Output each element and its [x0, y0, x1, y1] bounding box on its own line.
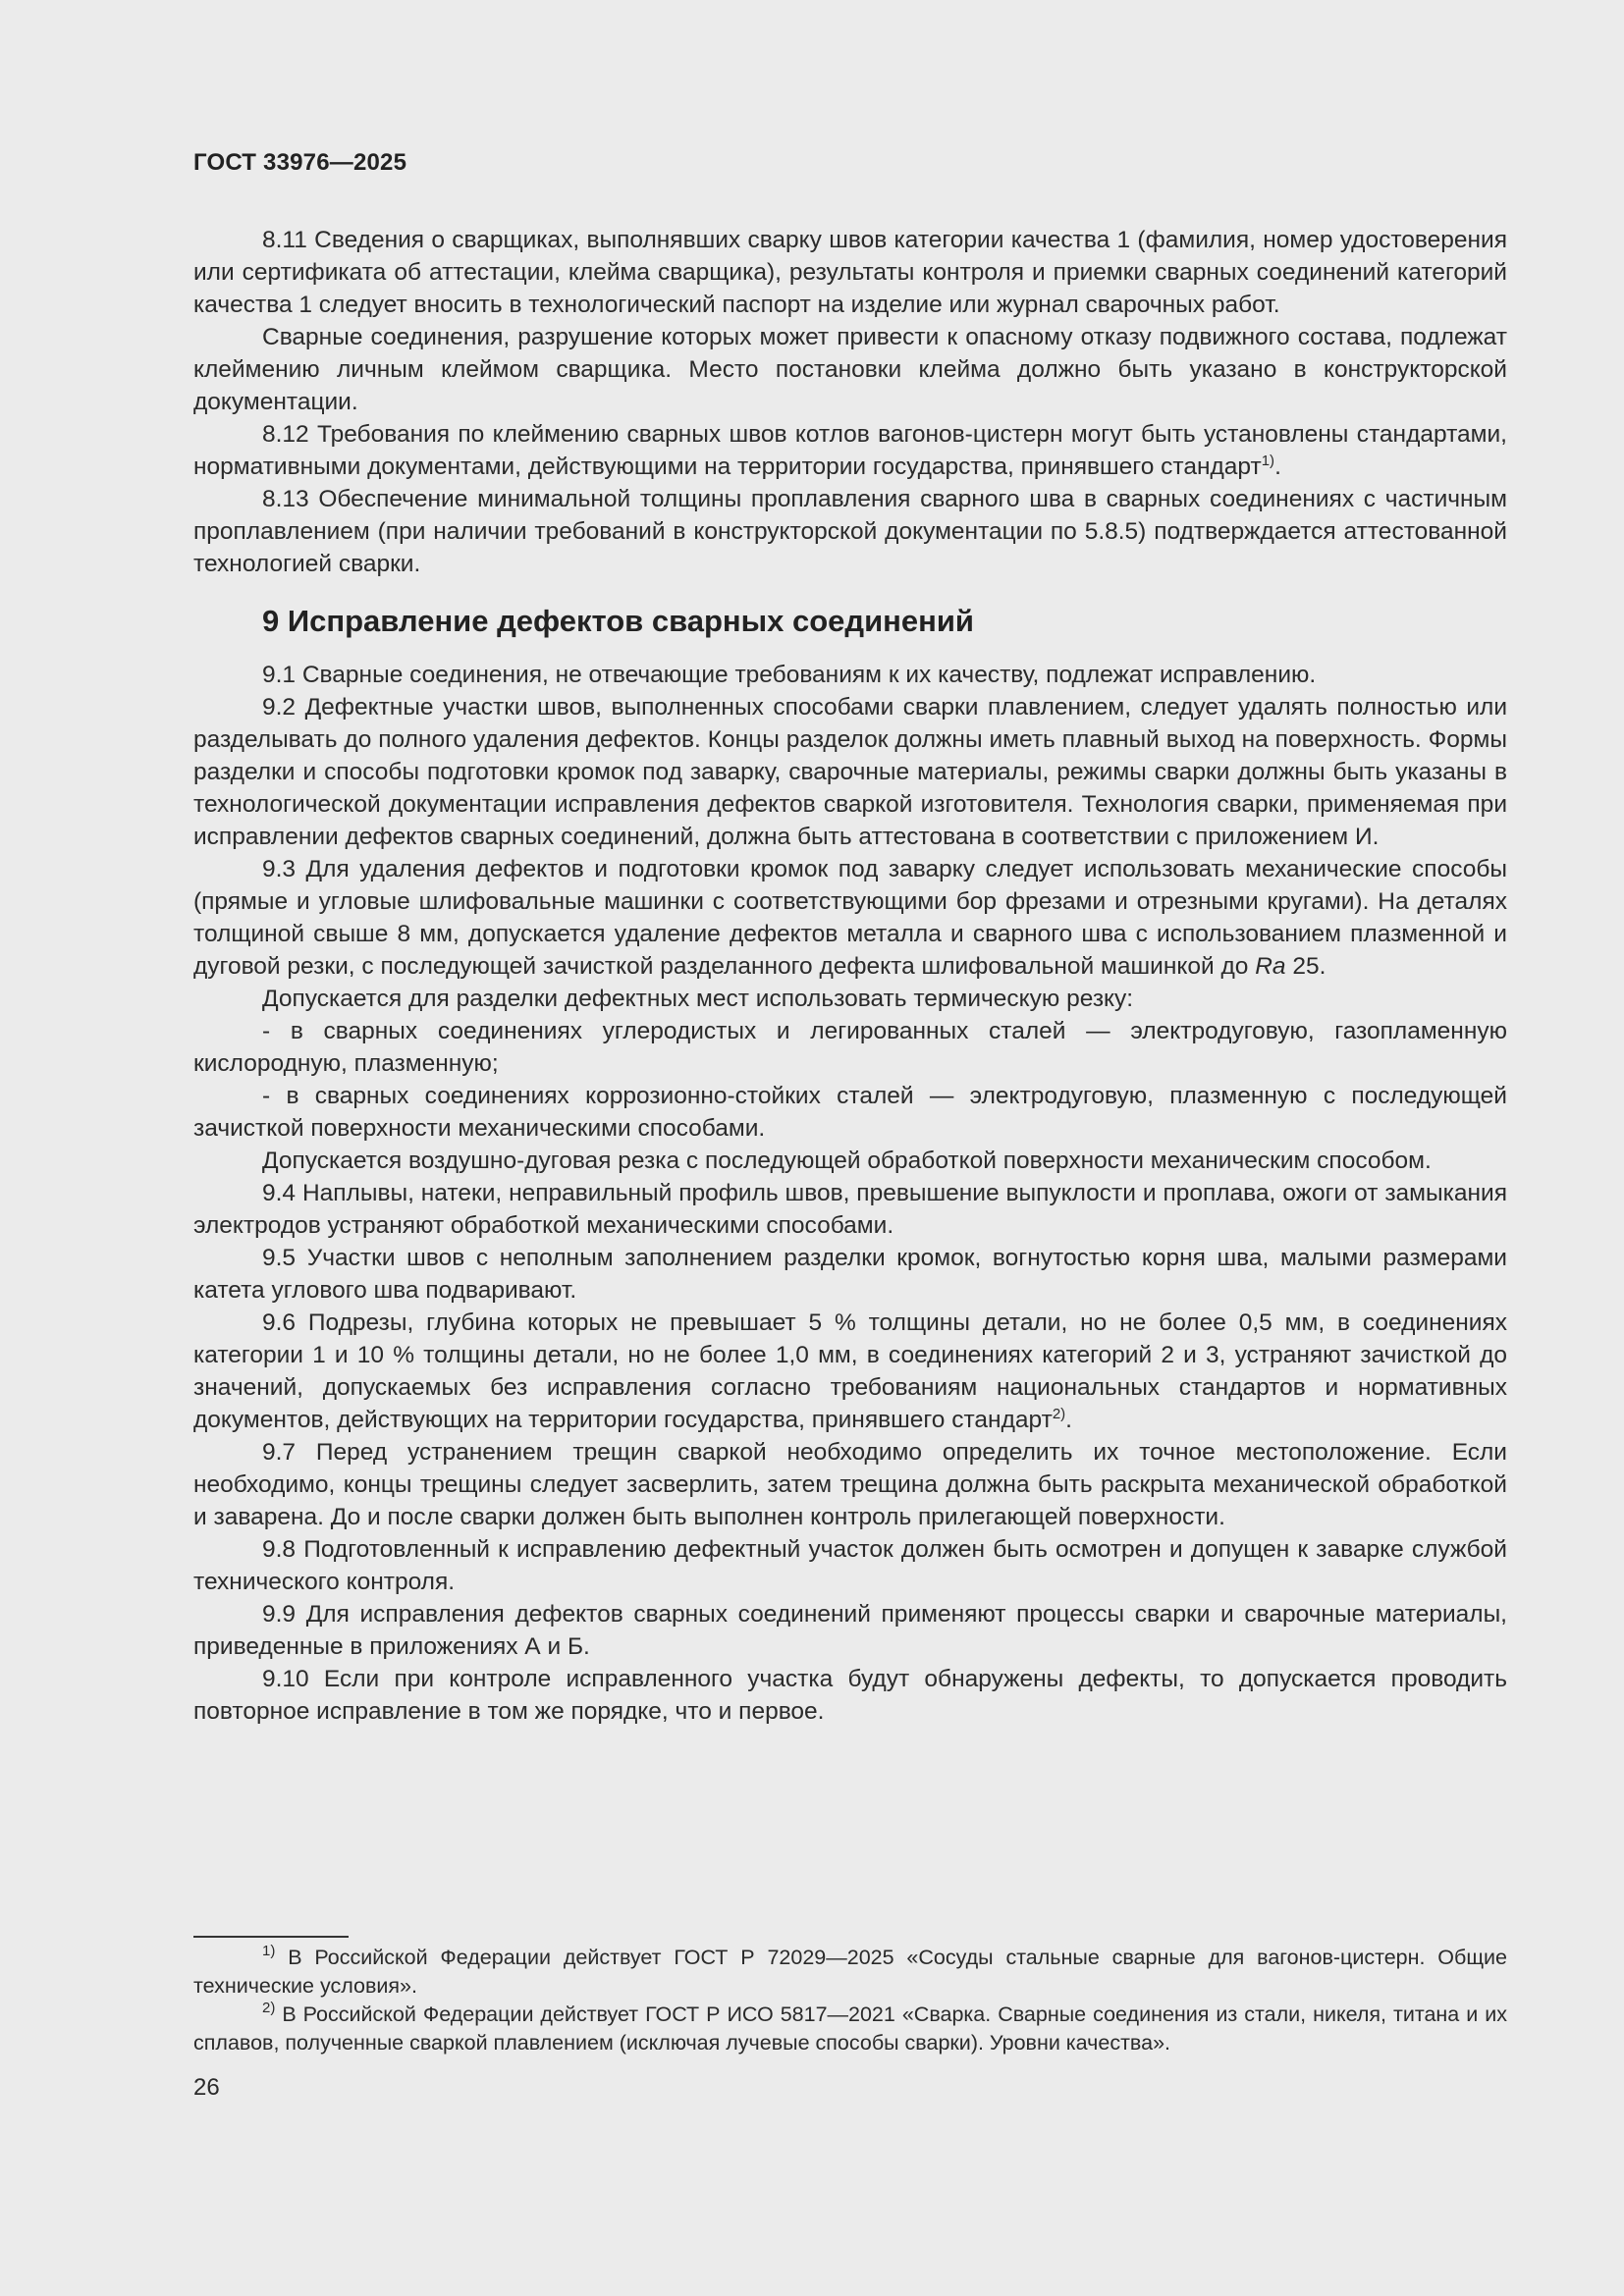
paragraph-9-4: 9.4 Наплывы, натеки, неправильный профиль швов, превышение выпуклости и проплава, ожоги от замыкания электродов устраняют обработкой механическими способами. — [193, 1180, 1507, 1239]
paragraph-thermal-cut: Допускается для разделки дефектных мест использовать термическую резку: — [262, 986, 1134, 1012]
paragraph-8-12-text: 8.12 Требования по клеймению сварных швов котлов вагонов-цистерн могут быть установлены стандартами, нормативными документами, действующими на территории государства, принявшего стандарт — [193, 421, 1507, 480]
footnote-mark-1: 1) — [262, 1943, 276, 1959]
document-header: ГОСТ 33976—2025 — [193, 149, 407, 176]
footnote-1 — [193, 1944, 1507, 2001]
paragraph-9-8: 9.8 Подготовленный к исправлению дефектный участок должен быть осмотрен и допущен к заварке службой технического контроля. — [193, 1536, 1507, 1595]
paragraph-9-1: 9.1 Сварные соединения, не отвечающие требованиям к их качеству, подлежат исправлению. — [262, 662, 1317, 688]
paragraph-9-10: 9.10 Если при контроле исправленного участка будут обнаружены дефекты, то допускается проводить повторное исправление в том же порядке, что и первое. — [193, 1666, 1507, 1725]
ra-value: 25. — [1292, 953, 1326, 980]
footnote-divider — [193, 1936, 349, 1938]
page-number: 26 — [193, 2074, 220, 2101]
ra-symbol: Ra — [1255, 953, 1286, 980]
paragraph-9-9: 9.9 Для исправления дефектов сварных соединений применяют процессы сварки и сварочные материалы, приведенные в приложениях А и Б. — [193, 1601, 1507, 1660]
footnote-2 — [193, 2001, 1507, 2057]
list-item-stainless-steel: - в сварных соединениях коррозионно-стойких сталей — электродуговую, плазменную с последующей зачисткой поверхности механическими способами. — [193, 1083, 1507, 1142]
paragraph-8-11-cont: Сварные соединения, разрушение которых может привести к опасному отказу подвижного состава, подлежат клеймению личным клеймом сварщика. Место постановки клейма должно быть указано в конструкторской документации. — [193, 324, 1507, 415]
footnote-2-text: В Российской Федерации действует ГОСТ Р ИСО 5817—2021 «Сварка. Сварные соединения из стали, никеля, титана и их сплавов, полученные сваркой плавлением (исключая лучевые способы сварки). Уровни качества». — [193, 2002, 1507, 2055]
paragraph-9-7: 9.7 Перед устранением трещин сваркой необходимо определить их точное местоположение. Если необходимо, концы трещины следует засверлить, затем трещина должна быть раскрыта механической обработкой и заварена. До и после сварки должен быть выполнен контроль прилегающей поверхности. — [193, 1439, 1507, 1530]
paragraph-air-arc: Допускается воздушно-дуговая резка с последующей обработкой поверхности механическим способом. — [262, 1148, 1432, 1174]
footnotes — [193, 1936, 1507, 2057]
paragraph-9-5: 9.5 Участки швов с неполным заполнением разделки кромок, вогнутостью корня шва, малыми размерами катета углового шва подваривают. — [193, 1245, 1507, 1304]
list-item-carbon-steel: - в сварных соединениях углеродистых и легированных сталей — электродуговую, газопламенную кислородную, плазменную; — [193, 1018, 1507, 1077]
paragraph-8-12: 8.12 Требования по клеймению сварных швов котлов вагонов-цистерн могут быть установлены стандартами, нормативными документами, действующими на территории государства, принявшего стандарт$^{1)}$. — [193, 421, 1507, 480]
paragraph-9-3 — [193, 853, 1507, 983]
paragraph-9-6: 9.6 Подрезы, глубина которых не превышает 5 % толщины детали, но не более 0,5 мм, в соединениях категории 1 и 10 % толщины детали, но не более 1,0 мм, в соединениях категорий 2 и 3, устраняют зачисткой до значений, допускаемых без исправления согласно требованиям национальных стандартов и нормативных документов, действующих на территории государства, принявшего стандарт$^{2)}$. — [193, 1309, 1507, 1433]
footnote-ref-2: 2) — [1052, 1406, 1066, 1422]
footnote-1-text: В Российской Федерации действует ГОСТ Р 72029—2025 «Сосуды стальные сварные для вагонов-цистерн. Общие технические условия». — [193, 1946, 1507, 1998]
footnote-mark-2: 2) — [262, 2000, 276, 2016]
footnote-ref-1: 1) — [1261, 453, 1275, 469]
document-body — [193, 224, 1507, 1728]
paragraph-8-11: 8.11 Сведения о сварщиках, выполнявших сварку швов категории качества 1 (фамилия, номер удостоверения или сертификата об аттестации, клейма сварщика), результаты контроля и приемки сварных соединений категорий качества 1 следует вносить в технологический паспорт на изделие или журнал сварочных работ. — [193, 227, 1507, 318]
paragraph-9-3-text: 9.3 Для удаления дефектов и подготовки кромок под заварку следует использовать механические способы (прямые и угловые шлифовальные машинки с соответствующими бор фрезами и отрезными кругами). На деталях толщиной свыше 8 мм, допускается удаление дефектов металла и сварного шва с использованием плазменной и дуговой резки, с последующей зачисткой разделанного дефекта шлифовальной машинкой до — [193, 856, 1507, 980]
paragraph-8-13: 8.13 Обеспечение минимальной толщины проплавления сварного шва в сварных соединениях с частичным проплавлением (при наличии требований в конструкторской документации по 5.8.5) подтверждается аттестованной технологией сварки. — [193, 486, 1507, 577]
section-heading-9: 9 Исправление дефектов сварных соединений — [262, 604, 974, 638]
paragraph-9-6-text: 9.6 Подрезы, глубина которых не превышает 5 % толщины детали, но не более 0,5 мм, в соединениях категории 1 и 10 % толщины детали, но не более 1,0 мм, в соединениях категорий 2 и 3, устраняют зачисткой до значений, допускаемых без исправления согласно требованиям национальных стандартов и нормативных документов, действующих на территории государства, принявшего стандарт — [193, 1309, 1507, 1433]
paragraph-9-2: 9.2 Дефектные участки швов, выполненных способами сварки плавлением, следует удалять полностью или разделывать до полного удаления дефектов. Концы разделок должны иметь плавный выход на поверхность. Формы разделки и способы подготовки кромок под заварку, сварочные материалы, режимы сварки должны быть указаны в технологической документации исправления дефектов сваркой изготовителя. Технология сварки, применяемая при исправлении дефектов сварных соединений, должна быть аттестована в соответствии с приложением И. — [193, 694, 1507, 850]
